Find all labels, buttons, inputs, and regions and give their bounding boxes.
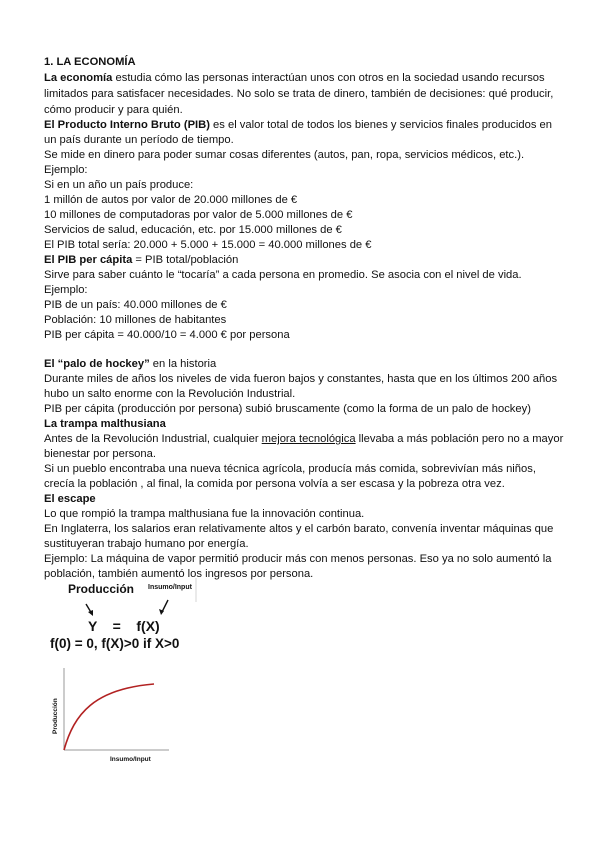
paragraph-line: PIB per cápita = 40.000/10 = 4.000 € por persona [44,329,290,341]
figure-produccion-label: Producción [68,582,135,596]
paragraph-line: Servicios de salud, educación, etc. por 15.000 millones de € [44,224,342,236]
paragraph-line: un país durante un período de tiempo. [44,134,234,146]
paragraph-line: sustituyeran trabajo humano por energía. [44,538,249,550]
paragraph-line: Ejemplo: [44,164,88,176]
paragraph-line: Si en un año un país produce: [44,179,194,191]
paragraph-line: Durante miles de años los niveles de vida fueron bajos y constantes, hasta que en los últimos 200 años [44,373,558,385]
paragraph-line: cómo producir y para quién. [44,104,183,116]
production-function-figure [44,574,214,764]
paragraph-line: El PIB per cápita = PIB total/población [44,254,239,266]
paragraph-line: PIB de un país: 40.000 millones de € [44,299,227,311]
paragraph-line: crecía la población , al final, la comida por persona volvía a ser escasa y la pobreza otra vez. [44,478,505,490]
paragraph-line: Ejemplo: La máquina de vapor permitió producir más con menos personas. Eso ya no solo aumentó la [44,553,552,565]
paragraph-line: 10 millones de computadoras por valor de 5.000 millones de € [44,209,353,221]
paragraph-line: bienestar por persona. [44,448,156,460]
production-curve [64,684,154,750]
paragraph-line: Si un pueblo encontraba una nueva técnica agrícola, producía más comida, sobrevivían más niños, [44,463,536,475]
paragraph-line: Se mide en dinero para poder sumar cosas diferentes (autos, pan, ropa, servicios médicos, etc.). [44,149,525,161]
paragraph-line: Lo que rompió la trampa malthusiana fue la innovación continua. [44,508,365,520]
paragraph-line: limitados para satisfacer necesidades. No solo se trata de dinero, también de decisiones: qué producir, [44,88,554,100]
figure-insumo-label: Insumo/Input [148,584,192,591]
subsection-title: La trampa malthusiana [44,418,166,430]
figure-equation: Y = f(X) [88,618,160,634]
paragraph-line: hubo un salto enorme con la Revolución Industrial. [44,388,296,400]
paragraph-line: Antes de la Revolución Industrial, cualquier mejora tecnológica llevaba a más población pero no a mayor [44,433,564,445]
paragraph-line: El PIB total sería: 20.000 + 5.000 + 15.000 = 40.000 millones de € [44,239,372,251]
paragraph-line: Ejemplo: [44,284,88,296]
x-axis-label: Insumo/Input [110,756,151,763]
paragraph-line: El “palo de hockey” en la historia [44,358,217,370]
paragraph-line: Población: 10 millones de habitantes [44,314,227,326]
production-curve-chart [44,664,214,764]
subsection-title: El escape [44,493,96,505]
paragraph-line: El Producto Interno Bruto (PIB) es el valor total de todos los bienes y servicios finales producidos en [44,119,552,131]
paragraph-line: PIB per cápita (producción por persona) subió bruscamente (como la forma de un palo de hockey) [44,403,531,415]
y-axis-label: Producción [52,698,59,734]
figure-condition: f(0) = 0, f(X)>0 if X>0 [50,636,180,651]
paragraph-line: población, también aumentó los ingresos por persona. [44,568,314,580]
paragraph-line: 1 millón de autos por valor de 20.000 millones de € [44,194,298,206]
paragraph-line: La economía estudia cómo las personas interactúan unos con otros en la sociedad usando recursos [44,72,545,84]
paragraph-line: En Inglaterra, los salarios eran relativamente altos y el carbón barato, convenía inventar máquinas que [44,523,554,535]
section-heading: 1. LA ECONOMÍA [44,56,136,68]
paragraph-line: Sirve para saber cuánto le “tocaría” a cada persona en promedio. Se asocia con el nivel de vida. [44,269,522,281]
